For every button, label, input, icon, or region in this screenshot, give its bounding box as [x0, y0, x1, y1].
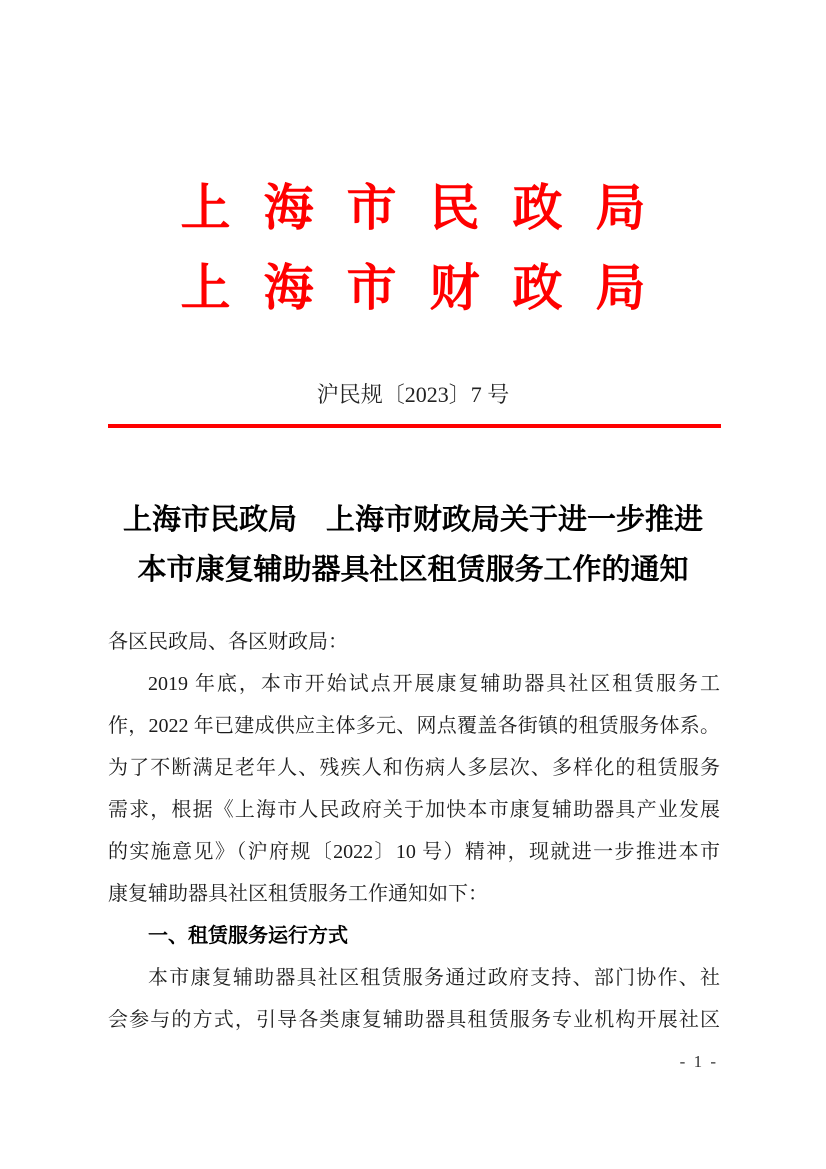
text-line: 的实施意见》（沪府规〔2022〕10 号）精神，现就进一步推进本市 — [108, 841, 720, 863]
text-line: 作，2022 年已建成供应主体多元、网点覆盖各街镇的租赁服务体系。 — [108, 715, 720, 737]
section-1-heading: 一、租赁服务运行方式 — [148, 925, 348, 947]
text-line: 为了不断满足老年人、残疾人和伤病人多层次、多样化的租赁服务 — [108, 757, 720, 779]
text-line: 会参与的方式，引导各类康复辅助器具租赁服务专业机构开展社区 — [108, 1009, 720, 1031]
text-line: 需求，根据《上海市人民政府关于加快本市康复辅助器具产业发展 — [108, 799, 720, 821]
text-line: 上海市民政局 上海市财政局关于进一步推进 — [122, 504, 703, 536]
letterhead-org-finance: 上海市财政局 — [180, 260, 679, 316]
text-line: 本市康复辅助器具社区租赁服务工作的通知 — [137, 554, 689, 586]
intro-paragraph — [108, 663, 720, 915]
text-line: 康复辅助器具社区租赁服务工作通知如下： — [108, 883, 488, 905]
salutation: 各区民政局、各区财政局： — [108, 631, 348, 653]
page-number: - 1 - — [679, 1052, 718, 1071]
document-body — [108, 621, 720, 1041]
document-title — [60, 495, 766, 595]
section-1-paragraph — [108, 957, 720, 1041]
document-reference-number: 沪民规〔2023〕7 号 — [316, 382, 510, 407]
text-line: 2019 年底，本市开始试点开展康复辅助器具社区租赁服务工 — [148, 673, 720, 695]
text-line: 本市康复辅助器具社区租赁服务通过政府支持、部门协作、社 — [148, 967, 720, 989]
letterhead-org-civil-affairs: 上海市民政局 — [180, 180, 679, 236]
red-divider-rule — [108, 424, 721, 428]
